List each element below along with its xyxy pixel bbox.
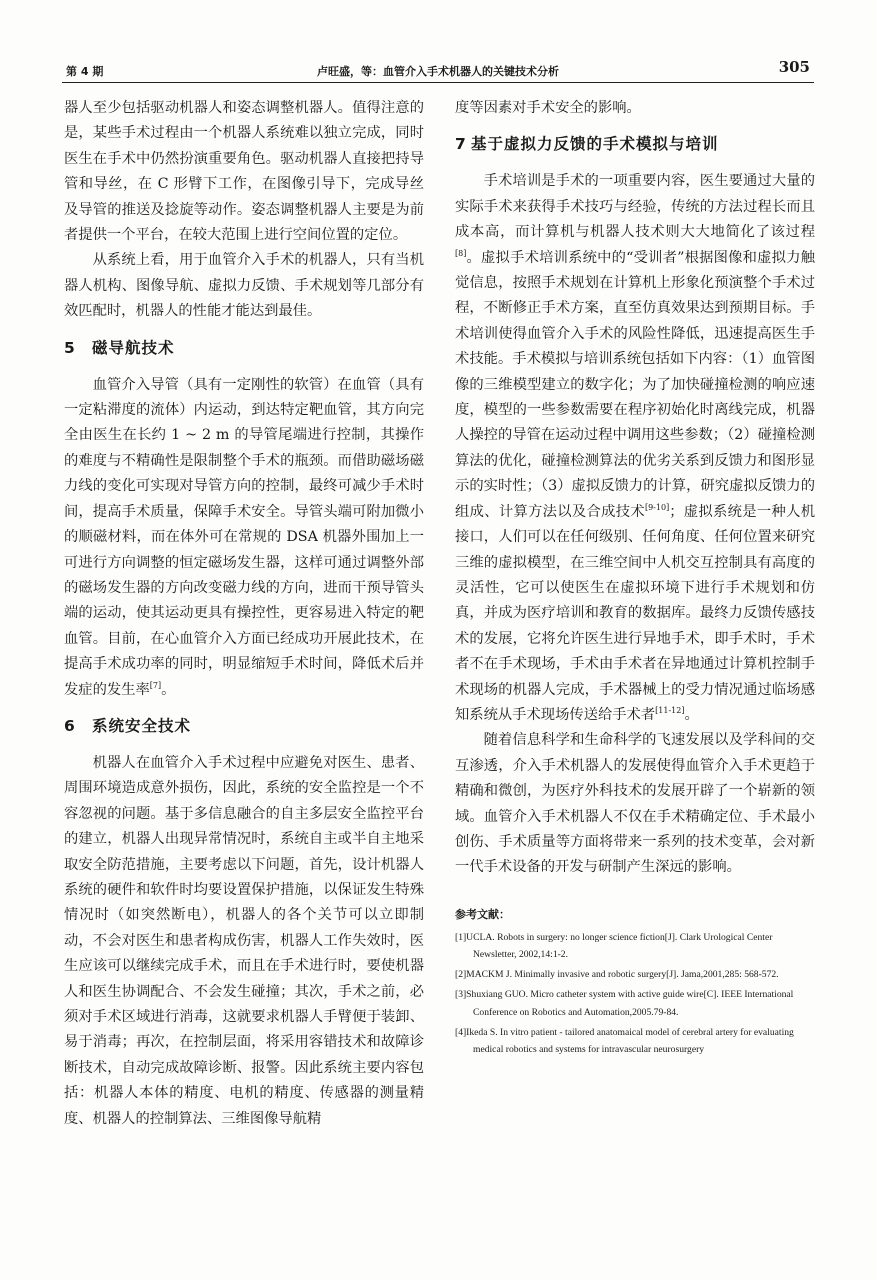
- section-number: 7: [455, 135, 467, 154]
- running-header: [62, 60, 814, 83]
- citation: [11-12]: [655, 706, 685, 716]
- citation: [9-10]: [644, 502, 670, 512]
- reference-item: [1]UCLA. Robots in surgery: no longer science fiction[J]. Clark Urological Center Newsletter, 2002,14:1-2.: [455, 931, 773, 960]
- citation: [8]: [455, 248, 467, 258]
- left-column: [64, 96, 424, 1132]
- paragraph: 机器人在血管介入手术过程中应避免对医生、患者、周围环境造成意外损伤，因此，系统的安全监控是一个不容忽视的问题。基于多信息融合的自主多层安全监控平台的建立，机器人出现异常情况时，系统自主或半自主地采取安全防范措施，主要考虑以下问题，首先，设计机器人系统的硬件和软件时均要设置保护措施，以保证发生特殊情况时（如突然断电），机器人的各个关节可以立即制动，不会对医生和患者构成伤害，机器人工作失效时，医生应该可以继续完成手术，而且在手术进行时，要使机器人和医生协调配合、不会发生碰撞；其次，手术之前，必须对手术区域进行消毒，这就要求机器人手臂便于装卸、易于消毒；再次，在控制层面，将采用容错技术和故障诊断技术，自动完成故障诊断、报警。因此系统主要内容包括：机器人本体的精度、电机的精度、传感器的测量精度、机器人的控制算法、三维图像导航精: [64, 754, 424, 1127]
- page-number: 305: [778, 58, 810, 76]
- paragraph-text: ；虚拟系统是一种人机接口，人们可以在任何级别、任何角度、任何位置来研究三维的虚拟模型，在三维空间中人机交互控制具有高度的灵活性，它可以使医生在虚拟环境下进行手术规划和仿真，并成为医疗培训和教育的数据库。最终力反馈传感技术的发展，它将允许医生进行异地手术，即手术时，手术者不在手术现场，手术由手术者在异地通过计算机控制手术现场的机器人完成，手术器械上的受力情况通过临场感知系统从手术现场传送给手术者: [455, 503, 815, 723]
- issue-number: 第 4 期: [66, 65, 104, 78]
- section-5-heading: [64, 336, 424, 361]
- paragraph-text: 血管介入导管（具有一定刚性的软管）在血管（具有一定粘滞度的流体）内运动，到达特定靶血管，其方向完全由医生在长约 1 ~ 2 m 的导管尾端进行控制，其操作的难度与不精确性是限制整个手术的瓶颈。而借助磁场磁力线的变化可实现对导管方向的控制，最终可减少手术时间，提高手术质量，保障手术安全。导管头端可附加微小的顺磁材料，而在体外可在常规的 DSA 机器外围加上一可进行方向调整的恒定磁场发生器，这样可通过调整外部的磁场发生器的方向改变磁力线的方向，进而干预导管头端的运动，使其运动更具有操控性，更容易进入特定的靶血管。目前，在心血管介入方面已经成功开展此技术，在提高手术成功率的同时，明显缩短手术时间，降低术后并发症的发生率: [64, 376, 424, 698]
- running-title: 卢旺盛，等：血管介入手术机器人的关键技术分析: [317, 65, 559, 78]
- paragraph: 从系统上看，用于血管介入手术的机器人，只有当机器人机构、图像导航、虚拟力反馈、手术规划等几部分有效匹配时，机器人的性能才能达到最佳。: [64, 252, 424, 320]
- paragraph: 器人至少包括驱动机器人和姿态调整机器人。值得注意的是，某些手术过程由一个机器人系统难以独立完成，同时医生在手术中仍然扮演重要角色。驱动机器人直接把持导管和导丝，在 C 形臂下工作，在图像引导下，完成导丝及导管的推送及捻旋等动作。姿态调整机器人主要是为前者提供一个平台，在较大范围上进行空间位置的定位。: [64, 100, 424, 244]
- reference-item: [3]Shuxiang GUO. Micro catheter system with active guide wire[C]. IEEE International Conference on Robotics and Automation,2005.79-84.: [455, 989, 794, 1018]
- reference-item: [4]Ikeda S. In vitro patient - tailored anatomaical model of cerebral artery for evaluating medical robotics and systems for intravascular neurosurgery: [455, 1026, 794, 1055]
- reference-item: [2]MACKM J. Minimally invasive and robotic surgery[J]. Jama,2001,285: 568-572.: [455, 969, 779, 981]
- section-number: 6: [64, 716, 76, 735]
- paragraph: [455, 169, 815, 728]
- paragraph-text: 。: [684, 706, 699, 723]
- section-6-heading: [64, 714, 424, 739]
- paragraph-text: 手术培训是手术的一项重要内容，医生要通过大量的实际手术来获得手术技巧与经验，传统的方法过程长而且成本高，而计算机与机器人技术则大大地简化了该过程: [455, 173, 815, 241]
- section-number: 5: [64, 338, 76, 357]
- paragraph-text: 。: [161, 681, 176, 698]
- paragraph: 随着信息科学和生命科学的飞速发展以及学科间的交互渗透，介入手术机器人的发展使得血管介入手术更趋于精确和微创，为医疗外科技术的发展开辟了一个崭新的领域。血管介入手术机器人不仅在手术精确定位、手术最小创伤、手术质量等方面将带来一系列的技术变革，会对新一代手术设备的开发与研制产生深远的影响。: [455, 732, 815, 876]
- citation: [7]: [149, 680, 162, 690]
- section-title: 磁导航技术: [92, 338, 175, 357]
- section-title: 系统安全技术: [92, 716, 192, 735]
- section-title: 基于虚拟力反馈的手术模拟与培训: [471, 135, 719, 154]
- section-7-heading: [455, 132, 815, 157]
- paragraph: 度等因素对手术安全的影响。: [455, 100, 641, 116]
- right-column: [455, 96, 815, 1061]
- paragraph-text: 。虚拟手术培训系统中的“受训者”根据图像和虚拟力触觉信息，按照手术规划在计算机上形象化预演整个手术过程，不断修正手术方案，直至仿真效果达到预期目标。手术培训使得血管介入手术的风险性降低，迅速提高医生手术技能。手术模拟与培训系统包括如下内容：（1）血管图像的三维模型建立的数字化；为了加快碰撞检测的响应速度，模型的一些参数需要在程序初始化时离线完成，机器人操控的导管在运动过程中调用这些参数；（2）碰撞检测算法的优化，碰撞检测算法的优劣关系到反馈力和图形显示的实时性；（3）虚拟反馈力的计算，研究虚拟反馈力的组成、计算方法以及合成技术: [455, 249, 815, 520]
- references-heading: 参考文献：: [455, 907, 510, 921]
- paragraph: [64, 373, 424, 703]
